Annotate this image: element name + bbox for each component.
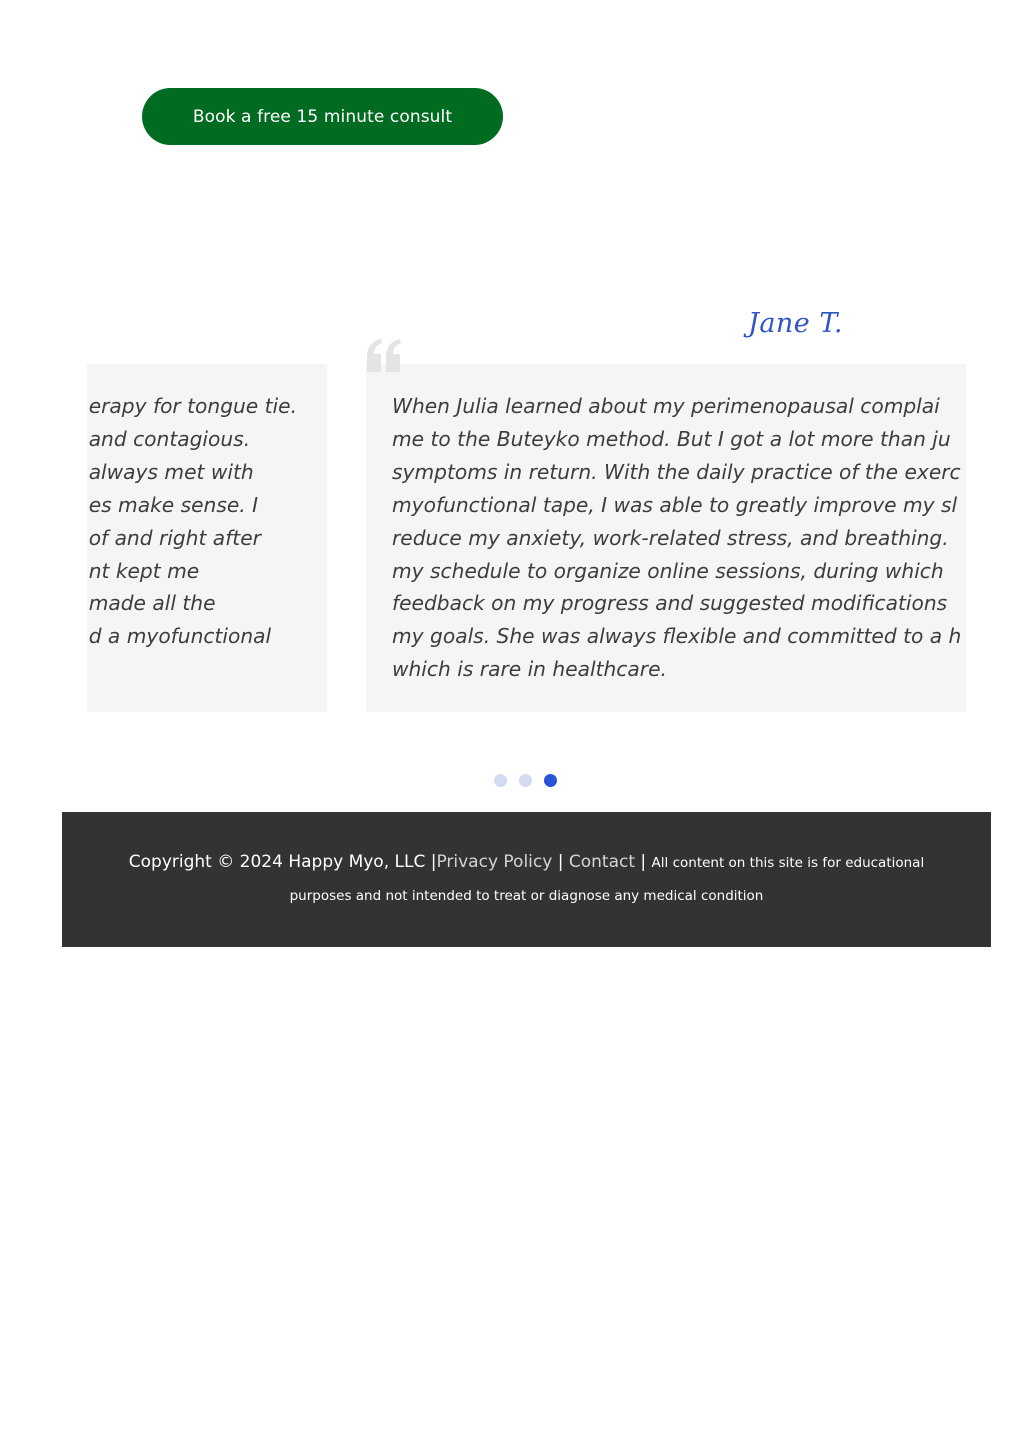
contact-link[interactable]: Contact [568, 852, 635, 872]
testimonial-line: feedback on my progress and suggested modifications [392, 591, 948, 616]
testimonial-line: erapy for tongue tie. [88, 394, 297, 418]
carousel-dot-3[interactable] [544, 774, 557, 787]
testimonial-line: which is rare in healthcare. [392, 657, 667, 682]
footer-separator: | [552, 852, 569, 872]
testimonial-line: reduce my anxiety, work-related stress, and breathing. [392, 525, 949, 550]
disclaimer-text-continued: purposes and not intended to treat or diagnose any medical condition [289, 888, 764, 904]
site-footer [62, 812, 991, 947]
testimonial-carousel[interactable] [87, 300, 966, 730]
testimonial-line: me to the Buteyko method. But I got a lot more than ju [392, 426, 951, 451]
testimonial-line: my goals. She was always flexible and committed to a h [392, 624, 962, 649]
copyright-text: Copyright © 2024 Happy Myo, LLC | [128, 852, 437, 872]
testimonial-line: When Julia learned about my perimenopausal complai [392, 394, 940, 418]
testimonial-card-previous [87, 364, 327, 712]
carousel-pagination [494, 774, 557, 787]
testimonial-line: my schedule to organize online sessions, during which [392, 558, 944, 583]
testimonial-line: symptoms in return. With the daily practice of the exerc [392, 459, 961, 484]
testimonial-line: and contagious. [88, 426, 251, 451]
footer-separator: | [635, 852, 652, 872]
footer-line-1 [62, 850, 991, 875]
testimonial-line: of and right after [88, 525, 261, 550]
testimonial-line: always met with [88, 459, 254, 484]
carousel-dot-1[interactable] [494, 774, 507, 787]
testimonial-line: myofunctional tape, I was able to greatly improve my sl [392, 492, 958, 517]
testimonial-line: made all the [88, 591, 216, 616]
quote-mark-icon [365, 338, 403, 372]
testimonial-line: d a myofunctional [88, 624, 272, 649]
testimonial-text-current [392, 390, 961, 686]
testimonial-line: es make sense. I [88, 492, 259, 517]
privacy-policy-link[interactable]: Privacy Policy [436, 852, 553, 872]
testimonial-line: nt kept me [88, 558, 200, 583]
carousel-dot-2[interactable] [519, 774, 532, 787]
testimonial-text-previous [89, 390, 297, 653]
testimonial-author: Jane T. [748, 308, 843, 339]
disclaimer-text: All content on this site is for educational [651, 855, 925, 871]
book-consult-button[interactable]: Book a free 15 minute consult [142, 88, 503, 145]
testimonial-card-current [366, 364, 966, 712]
